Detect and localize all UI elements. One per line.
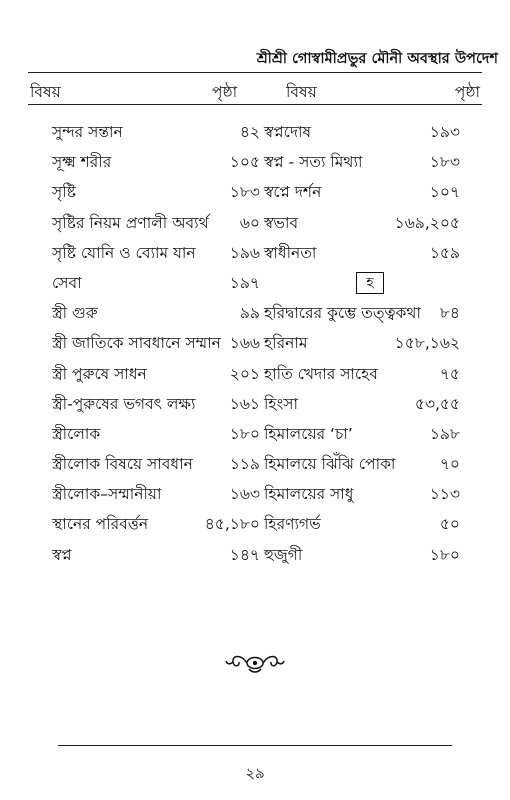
- index-row: [0, 298, 510, 328]
- index-row: [0, 177, 510, 207]
- left-entry-term: স্ত্রীলোক–সম্মানীয়া: [52, 485, 162, 504]
- left-entry-page: ১০৫: [229, 153, 260, 172]
- index-row: [0, 359, 510, 389]
- right-entry-term: হিমালয়ের সাধু: [264, 485, 354, 504]
- left-entry-page: ২০১: [229, 364, 260, 383]
- left-entry-page: ১৬৬: [229, 334, 260, 353]
- left-entry-page: ১৪৭: [229, 545, 260, 564]
- page-number: ২৯: [245, 764, 265, 782]
- left-entry-page: ৬০: [239, 213, 260, 232]
- right-entry-page: ৫০: [439, 515, 460, 534]
- left-entry-page: ৪২: [239, 123, 260, 141]
- right-entry-page: ১৯৮: [429, 424, 460, 443]
- right-entry-page: ১৫৯: [429, 243, 460, 262]
- index-row: [0, 147, 510, 177]
- index-row: [0, 449, 510, 479]
- left-entry-term: স্বপ্ন: [52, 545, 72, 564]
- right-entry-term: হিমালয়ের ‘চা’: [264, 424, 353, 443]
- right-entry-page: ১৮০: [429, 545, 460, 564]
- right-entry-page: ৮৪: [439, 304, 460, 323]
- left-entry-page: ৯৯: [239, 304, 260, 323]
- right-entry-term: হিরণ্যগর্ভ: [264, 515, 321, 534]
- right-entry-term: স্বপ্নে দর্শন: [264, 183, 322, 202]
- footer-rule: [58, 745, 452, 746]
- right-entry-term: স্বাধীনতা: [264, 243, 317, 262]
- right-entry-page: ১৫৮,১৬২: [394, 334, 460, 353]
- index-row: [0, 479, 510, 509]
- left-entry-page: ১৯৬: [229, 243, 260, 262]
- left-entry-page: ১৬৩: [229, 485, 260, 504]
- right-entry-page: ১৬৯,২০৫: [394, 213, 460, 232]
- right-entry-term: হরিদ্বারের কুম্ভে তত্ত্বকথা: [264, 304, 421, 323]
- right-entry-term: হুজুগী: [264, 545, 303, 564]
- column-heading-rule: [28, 104, 482, 105]
- index-row: [0, 509, 510, 539]
- right-entry-page: ৫৩,৫৫: [414, 394, 460, 413]
- index-row: [0, 540, 510, 570]
- left-entry-term: সেবা: [52, 273, 82, 292]
- index-row: [0, 208, 510, 238]
- left-entry-page: ১৮০: [229, 424, 260, 443]
- left-entry-page: ১১৯: [229, 455, 260, 474]
- column-heading-right-page: পৃষ্ঠা: [454, 83, 480, 101]
- left-entry-term: সৃষ্টি যোনি ও ব্যোম যান: [52, 243, 196, 262]
- left-entry-term: স্ত্রী-পুরুষের ভগবৎ লক্ষ্য: [52, 394, 196, 413]
- left-entry-term: সৃষ্টির নিয়ম প্রণালী অব্যর্থ: [52, 213, 209, 232]
- column-heading-right-subject: বিষয়: [286, 83, 317, 101]
- left-entry-term: সৃষ্টি: [52, 183, 76, 202]
- column-heading-left-subject: বিষয়: [30, 83, 61, 101]
- right-entry-page: ৭৫: [439, 364, 460, 383]
- header-rule: [28, 72, 482, 73]
- left-entry-page: ৪৫,১৮০: [204, 515, 260, 534]
- left-entry-page: ১৯৭: [229, 273, 260, 292]
- left-entry-term: স্ত্রী পুরুষে সাধন: [52, 364, 147, 383]
- right-entry-term: হাতি খেদার সাহেব: [264, 364, 378, 383]
- index-row: [0, 328, 510, 358]
- section-letter-box: হ: [356, 272, 384, 294]
- left-entry-term: সূক্ষ্ম শরীর: [52, 153, 112, 172]
- right-entry-term: স্বপ্নদোষ: [264, 123, 312, 141]
- index-row: [0, 419, 510, 449]
- right-entry-page: ১০৭: [429, 183, 460, 202]
- right-entry-page: ১৯৩: [429, 123, 460, 141]
- left-entry-term: স্ত্রীলোক বিষয়ে সাবধান: [52, 455, 193, 474]
- index-row: [0, 389, 510, 419]
- column-heading-left-page: পৃষ্ঠা: [212, 83, 238, 101]
- index-row: [0, 238, 510, 268]
- index-entries: [0, 117, 510, 570]
- decorative-ornament: [224, 651, 286, 675]
- right-entry-page: ১১৩: [429, 485, 460, 504]
- left-entry-page: ১৮৩: [229, 183, 260, 202]
- right-entry-term: হিংসা: [264, 394, 298, 413]
- right-entry-term: স্বপ্ন - সত্য মিথ্যা: [264, 153, 363, 172]
- right-entry-term: হরিনাম: [264, 334, 308, 353]
- right-entry-page: ১৮৩: [429, 153, 460, 172]
- right-entry-term: স্বভাব: [264, 213, 299, 232]
- left-entry-term: স্থানের পরিবর্ত্তন: [52, 515, 149, 534]
- left-entry-term: স্ত্রী জাতিকে সাবধানে সম্মান: [52, 334, 221, 353]
- left-entry-term: স্ত্রী গুরু: [52, 304, 98, 323]
- running-header: শ্রীশ্রী গোস্বামীপ্রভুর মৌনী অবস্থার উপদেশ: [256, 51, 498, 67]
- right-entry-term: হিমালয়ে ঝিঁঝি পোকা: [264, 455, 396, 474]
- index-row: [0, 117, 510, 147]
- left-entry-page: ১৬১: [229, 394, 260, 413]
- left-entry-term: স্ত্রীলোক: [52, 424, 101, 443]
- left-entry-term: সুন্দর সন্তান: [52, 123, 123, 141]
- index-row: [0, 268, 510, 298]
- right-entry-page: ৭০: [439, 455, 460, 474]
